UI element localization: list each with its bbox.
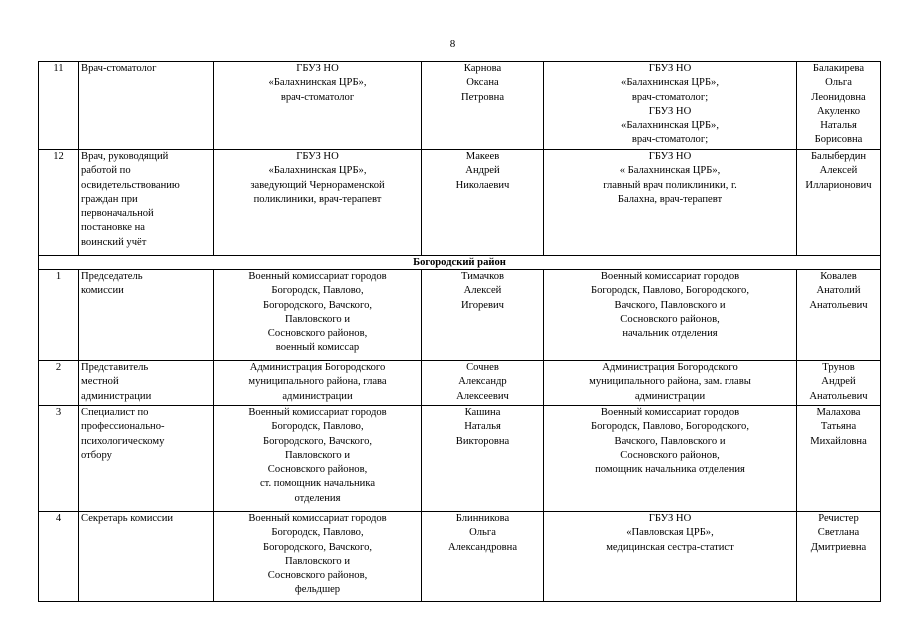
cell-line: Павловского и [284,313,351,325]
cell-line: Петровна [460,91,505,103]
table-row [39,512,881,602]
main-member-name-cell [422,270,544,361]
cell-line: Андрей [465,165,500,177]
cell-line: Военный комиссариат городов [248,407,387,418]
cell-line: Балахна, врач-терапевт [617,193,723,205]
cell-line: Оксана [466,77,499,89]
cell-line: Леонидовна [811,91,866,103]
cell-line: Малахова [816,407,861,418]
main-member-name-cell [422,512,544,602]
cell-line: Алексей [463,285,502,297]
main-member-name-cell [422,361,544,406]
cell-line: «Балахнинская ЦРБ», [621,77,719,89]
cell-line: администрации [81,390,152,402]
cell-line: Алексеевич [456,390,509,402]
cell-line: врач-стоматолог [280,91,355,103]
cell-line: Светлана [817,527,860,539]
cell-line: Сосновского районов, [620,313,720,325]
cell-line: Военный комиссариат городов [248,271,387,282]
section-header-group [39,256,881,270]
cell-line: Вачского, Павловского и [614,299,726,311]
table-body-bottom [39,270,881,602]
cell-line: Речистер [818,513,859,524]
table-row [39,361,881,406]
row-number: 3 [39,406,79,512]
cell-line: помощник начальника отделения [595,464,745,476]
cell-line: Тимачков [460,271,505,282]
cell-line: Анатольевич [809,299,868,311]
cell-line: Администрация Богородского [602,362,738,373]
cell-line: Александровна [447,541,518,553]
cell-line: Илларионович [805,179,872,191]
table-row [39,62,881,150]
cell-line: отбору [81,449,112,461]
cell-line: Сосновского районов, [620,449,720,461]
cell-line: врач-стоматолог; [631,91,709,103]
cell-line: Богородск, Павлово, [271,285,364,297]
cell-line: Балыбердин [810,151,867,162]
cell-line: Дмитриевна [810,541,867,553]
section-row [39,256,881,270]
position-cell [79,361,214,406]
position-cell [79,150,214,256]
cell-line: поликлиники, врач-терапевт [253,193,382,205]
commission-table [38,61,881,602]
cell-line: врач-стоматолог; [631,134,709,146]
cell-line: ГБУЗ НО [648,63,692,74]
cell-line: «Балахнинская ЦРБ», [621,120,719,132]
cell-line: Карнова [463,63,502,74]
cell-line: Богородского, Вачского, [262,541,373,553]
cell-line: Ольга [825,77,852,89]
cell-line: «Балахнинская ЦРБ», [268,165,367,177]
reserve-member-name-cell [797,150,881,256]
cell-line: Врач-стоматолог [81,63,157,74]
cell-line: Сочнев [466,362,499,373]
reserve-member-name-cell [797,361,881,406]
section-title: Богородский район [39,256,881,270]
cell-line: Богородского, Вачского, [262,435,373,447]
main-member-name-cell [422,406,544,512]
cell-line: Борисовна [814,134,863,146]
main-organization-cell [214,361,422,406]
cell-line: Татьяна [820,421,857,433]
cell-line: ГБУЗ НО [296,63,339,74]
cell-line: ГБУЗ НО [648,105,692,117]
cell-line: Богородск, Павлово, Богородского, [591,285,749,297]
cell-line: Богородского, Вачского, [262,299,373,311]
cell-line: Богородск, Павлово, Богородского, [591,421,749,433]
cell-line: Михайловна [810,435,867,447]
table-row [39,406,881,512]
reserve-organization-cell [544,361,797,406]
cell-line: Военный комиссариат городов [248,513,387,524]
table-row [39,150,881,256]
cell-line: Николаевич [455,179,510,191]
cell-line: Сосновского районов, [267,328,368,340]
cell-line: отделения [294,492,341,504]
cell-line: Наталья [464,421,501,433]
cell-line: Анатолий [816,285,861,297]
cell-line: военный комиссар [275,342,360,354]
cell-line: начальник отделения [622,328,718,340]
cell-line: профессионально- [81,421,165,433]
reserve-member-name-cell [797,512,881,602]
cell-line: комиссии [81,285,124,297]
cell-line: Кашина [464,407,501,418]
reserve-member-name-cell [797,406,881,512]
row-number: 2 [39,361,79,406]
main-organization-cell [214,62,422,150]
cell-line: граждан при [81,193,138,205]
cell-line: освидетельствованию [81,179,180,191]
cell-line: муниципального района, глава [248,376,387,388]
main-organization-cell [214,270,422,361]
cell-line: Администрация Богородского [249,362,386,373]
cell-line: Вачского, Павловского и [614,435,726,447]
main-organization-cell [214,150,422,256]
cell-line: Врач, руководящий [81,151,169,162]
row-number: 4 [39,512,79,602]
cell-line: главный врач поликлиники, г. [603,179,737,191]
cell-line: « Балахнинская ЦРБ», [619,165,721,177]
position-cell [79,512,214,602]
cell-line: Павловского и [284,449,351,461]
cell-line: Акуленко [816,105,861,117]
cell-line: Ольга [469,527,496,539]
cell-line: Председатель [81,271,143,282]
cell-line: постановке на [81,222,145,234]
cell-line: Наталья [820,120,857,132]
cell-line: Анатольевич [809,390,868,402]
reserve-member-name-cell [797,270,881,361]
reserve-organization-cell [544,270,797,361]
main-organization-cell [214,512,422,602]
cell-line: Секретарь комиссии [81,513,174,524]
cell-line: заведующий Чернораменской [250,179,385,191]
cell-line: Балакирева [812,63,865,74]
cell-line: ГБУЗ НО [648,513,692,524]
position-cell [79,270,214,361]
cell-line: «Павловская ЦРБ», [626,527,714,539]
cell-line: Игоревич [460,299,505,311]
cell-line: Специалист по [81,407,149,418]
cell-line: Трунов [822,362,855,373]
cell-line: медицинская сестра-статист [606,541,734,553]
cell-line: Богородск, Павлово, [271,527,364,539]
main-member-name-cell [422,62,544,150]
cell-line: администрации [282,390,353,402]
row-number: 11 [39,62,79,150]
main-organization-cell [214,406,422,512]
cell-line: муниципального района, зам. главы [589,376,751,388]
main-member-name-cell [422,150,544,256]
cell-line: Ковалев [820,271,857,282]
page-number: 8 [449,38,456,50]
cell-line: первоначальной [81,208,154,220]
cell-line: Алексей [819,165,858,177]
position-cell [79,62,214,150]
table-body-top [39,62,881,256]
cell-line: местной [81,376,119,388]
reserve-member-name-cell [797,62,881,150]
cell-line: воинский учёт [81,236,147,248]
row-number: 12 [39,150,79,256]
table-row [39,270,881,361]
cell-line: Сосновского районов, [267,464,368,476]
cell-line: психологическому [81,435,165,447]
cell-line: работой по [81,165,131,177]
reserve-organization-cell [544,150,797,256]
cell-line: администрации [634,390,706,402]
cell-line: Богородск, Павлово, [271,421,364,433]
cell-line: Андрей [821,376,856,388]
cell-line: «Балахнинская ЦРБ», [268,77,367,89]
reserve-organization-cell [544,406,797,512]
cell-line: ГБУЗ НО [648,151,692,162]
cell-line: Александр [458,376,507,388]
cell-line: ст. помощник начальника [259,478,376,490]
position-cell [79,406,214,512]
cell-line: ГБУЗ НО [296,151,339,162]
cell-line: Военный комиссариат городов [600,407,740,418]
cell-line: Представитель [81,362,149,373]
cell-line: Макеев [465,151,500,162]
cell-line: Викторовна [455,435,510,447]
cell-line: Военный комиссариат городов [600,271,740,282]
reserve-organization-cell [544,512,797,602]
cell-line: Блинникова [455,513,510,524]
cell-line: фельдшер [294,584,341,596]
cell-line: Сосновского районов, [267,570,368,582]
cell-line: Павловского и [284,555,351,567]
reserve-organization-cell [544,62,797,150]
row-number: 1 [39,270,79,361]
